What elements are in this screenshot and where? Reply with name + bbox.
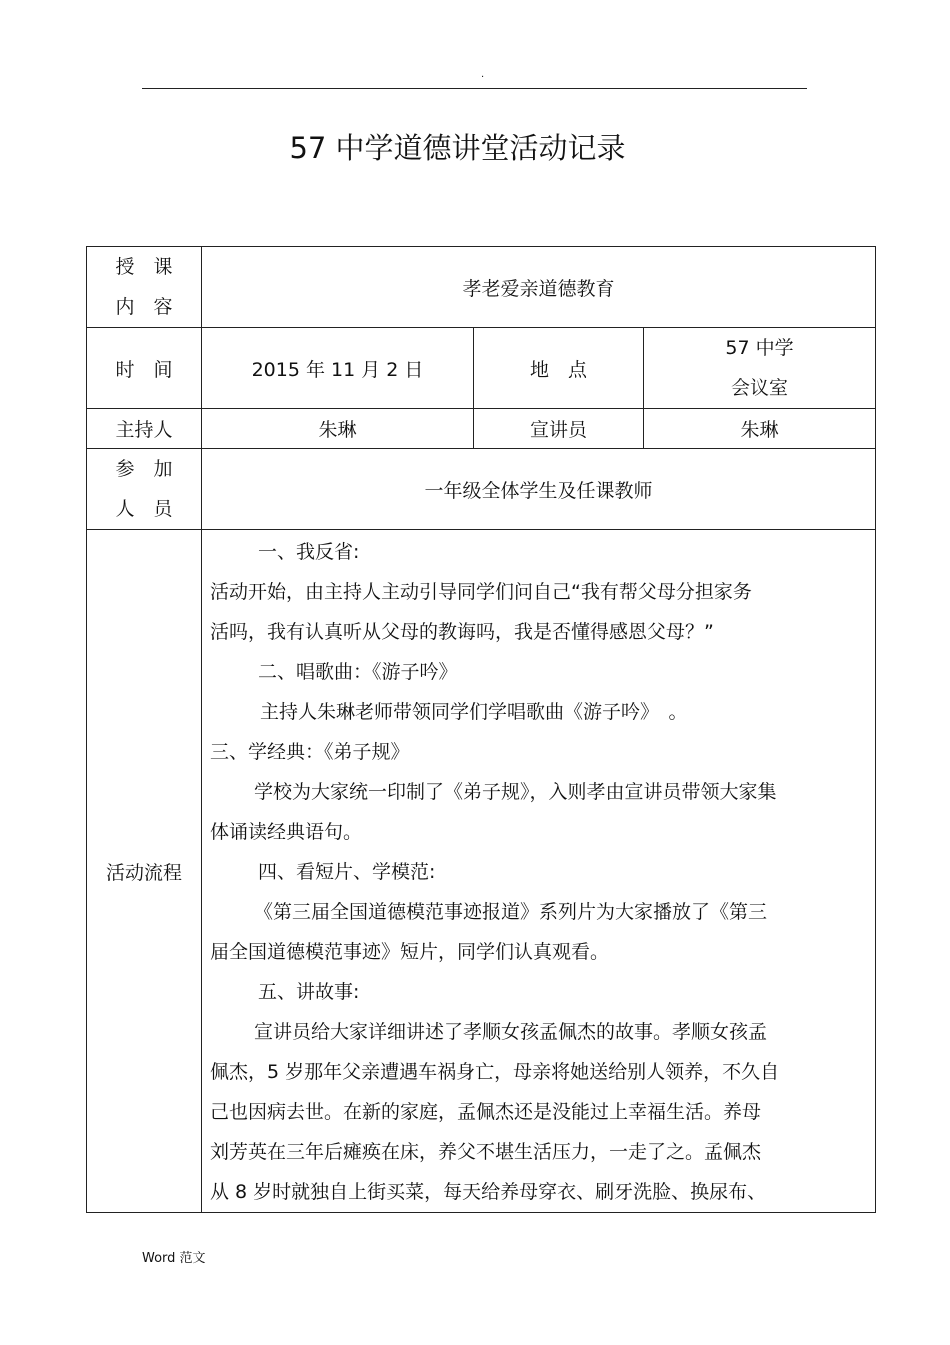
- place-value-line1: 57 中学: [725, 337, 794, 359]
- header-rule: [142, 88, 807, 89]
- place-label: 地 点: [474, 328, 644, 409]
- row-activity-flow: [87, 530, 876, 1213]
- flow-line: 学校为大家统一印制了《弟子规》，入则孝由宣讲员带领大家集: [254, 781, 777, 803]
- flow-line: 活吗，我有认真听从父母的教诲吗，我是否懂得感恩父母？”: [210, 621, 714, 643]
- flow-line: 活动开始，由主持人主动引导同学们问自己“我有帮父母分担家务: [210, 581, 752, 603]
- flow-line: 佩杰，5 岁那年父亲遭遇车祸身亡，母亲将她送给别人领养，不久自: [210, 1061, 780, 1083]
- speaker-value: 朱琳: [644, 409, 876, 449]
- page-title: 57 中学道德讲堂活动记录: [289, 131, 626, 165]
- header-dot: .: [481, 69, 485, 80]
- participants-label-line2: 人 员: [115, 498, 173, 520]
- activity-flow-content: [202, 530, 876, 1213]
- place-value: [644, 328, 876, 409]
- flow-line: 主持人朱琳老师带领同学们学唱歌曲《游子吟》 。: [260, 701, 688, 723]
- host-value: 朱琳: [202, 409, 474, 449]
- participants-label: [87, 449, 202, 530]
- flow-line: 届全国道德模范事迹》短片，同学们认真观看。: [210, 941, 610, 963]
- time-value: 2015 年 11 月 2 日: [202, 328, 474, 409]
- row-participants: [87, 449, 876, 530]
- course-content-label-line2: 内 容: [115, 296, 173, 318]
- flow-heading-2: 二、唱歌曲：《游子吟》: [258, 661, 458, 683]
- row-host-speaker: [87, 409, 876, 449]
- course-content-label-line1: 授 课: [115, 256, 173, 278]
- flow-line: 己也因病去世。在新的家庭，孟佩杰还是没能过上幸福生活。养母: [210, 1101, 762, 1123]
- activity-record-table: [86, 246, 876, 1213]
- course-content-label: [87, 247, 202, 328]
- flow-heading-4: 四、看短片、学模范:: [258, 861, 436, 883]
- row-course-content: [87, 247, 876, 328]
- flow-line: 刘芳英在三年后瘫痪在床，养父不堪生活压力，一走了之。孟佩杰: [210, 1141, 762, 1163]
- host-label: 主持人: [87, 409, 202, 449]
- row-time-place: [87, 328, 876, 409]
- course-content-value: 孝老爱亲道德教育: [202, 247, 876, 328]
- speaker-label: 宣讲员: [474, 409, 644, 449]
- flow-line: 体诵读经典语句。: [210, 821, 363, 843]
- participants-label-line1: 参 加: [115, 458, 173, 480]
- time-label: 时 间: [87, 328, 202, 409]
- participants-value: 一年级全体学生及任课教师: [202, 449, 876, 530]
- activity-flow-label: 活动流程: [87, 530, 202, 1213]
- flow-heading-1: 一、我反省:: [258, 541, 360, 563]
- flow-line: 从 8 岁时就独自上街买菜，每天给养母穿衣、刷牙洗脸、换尿布、: [210, 1181, 767, 1203]
- place-value-line2: 会议室: [731, 377, 789, 399]
- footer-label: Word 范文: [142, 1251, 206, 1266]
- flow-line: 宣讲员给大家详细讲述了孝顺女孩孟佩杰的故事。孝顺女孩孟: [254, 1021, 768, 1043]
- flow-line: 《第三届全国道德模范事迹报道》系列片为大家播放了《第三: [254, 901, 768, 923]
- flow-heading-5: 五、讲故事:: [258, 981, 360, 1003]
- flow-heading-3: 三、学经典：《弟子规》: [210, 741, 410, 763]
